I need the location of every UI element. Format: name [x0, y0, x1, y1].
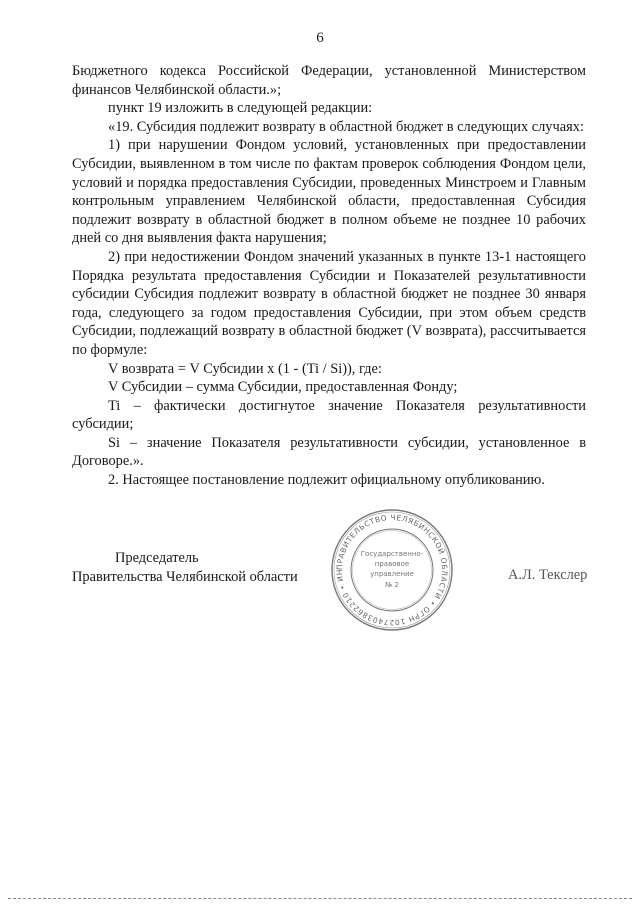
paragraph-item-19: «19. Субсидия подлежит возврату в областной бюджет в следующих случаях: — [108, 118, 584, 135]
paragraph-subitem-1: 1) при нарушении Фондом условий, установленных при предоставлении Субсидии, выявленном в том числе по фактам проверок соблюдения Фондом цели, условий и порядка предоставления Субсидии, проведенных Минстроем и Главным контрольным управлением Челябинской области, предоставленная Субсидия подлежит возврату в областной бюджет в полном объеме не позднее 10 рабочих дней со дня выявления факта нарушения; — [72, 137, 586, 247]
paragraph-definition-si: Si – значение Показателя результативности субсидии, установленное в Договоре.». — [72, 434, 586, 470]
paragraph-definition-v: V Субсидии – сумма Субсидии, предоставленная Фонду; — [108, 379, 458, 396]
stamp-seal-icon — [330, 508, 454, 632]
signature-block — [72, 549, 298, 586]
svg-text:правовое: правовое — [374, 560, 410, 568]
official-stamp — [330, 508, 454, 632]
paragraph-formula: V возврата = V Субсидии x (1 - (Ti / Si)), где: — [108, 360, 382, 377]
document-body — [72, 62, 586, 490]
signatory-name: А.Л. Текслер — [508, 567, 588, 583]
svg-text:Государственно-: Государственно- — [360, 550, 424, 558]
paragraph-publication: 2. Настоящее постановление подлежит официальному опубликованию. — [108, 472, 545, 489]
paragraph-continuation: Бюджетного кодекса Российской Федерации, установленной Министерством финансов Челябинской области.»; — [72, 63, 586, 98]
svg-text:управление: управление — [370, 570, 414, 578]
svg-text:№ 2: № 2 — [385, 581, 399, 589]
page-number: 6 — [316, 30, 324, 46]
svg-text:ПРАВИТЕЛЬСТВО ЧЕЛЯБИНСКОЙ ОБЛА: ПРАВИТЕЛЬСТВО ЧЕЛЯБИНСКОЙ ОБЛАСТИ • ОГРН 1027403862210 • ИН — [334, 512, 450, 628]
signatory-title-line1: Председатель — [115, 550, 199, 566]
page-bottom-edge — [8, 898, 632, 899]
paragraph-definition-ti: Ti – фактически достигнутое значение Показателя результативности субсидии; — [72, 397, 586, 433]
paragraph-item-19-intro: пункт 19 изложить в следующей редакции: — [108, 100, 373, 117]
paragraph-subitem-2: 2) при недостижении Фондом значений указанных в пункте 13-1 настоящего Порядка результата предоставления Субсидии и Показателей результативности субсидии Субсидия подлежит возврату в областной бюджет не позднее 30 января года, следующего за годом предоставления Субсидии, при этом объем средств Субсидии, подлежащий возврату в областной бюджет (V возврата), рассчитывается по формуле: — [72, 248, 586, 358]
signatory-title-line2: Правительства Челябинской области — [72, 568, 298, 585]
